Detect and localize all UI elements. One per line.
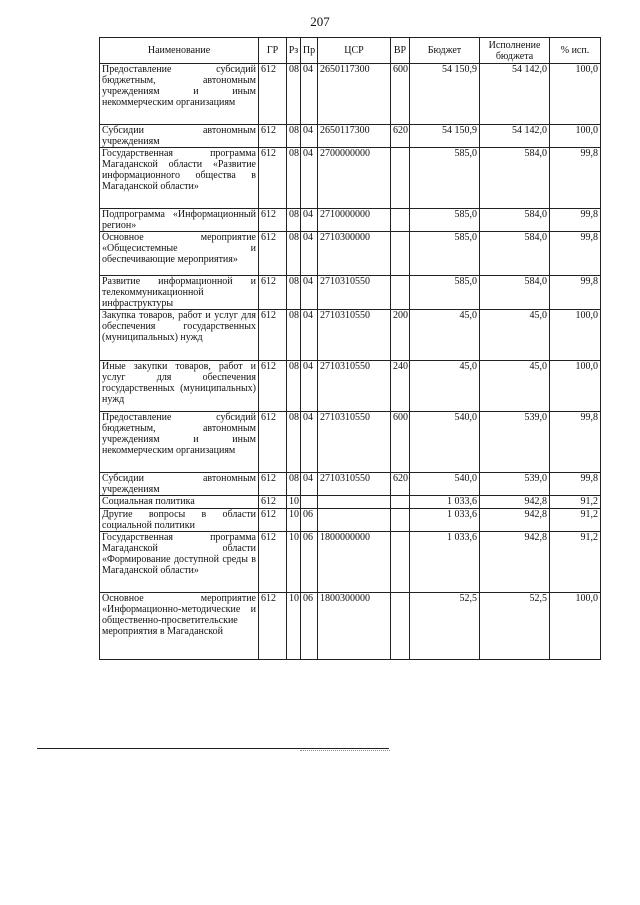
row-name: Государственная программа Магаданской области «Развитие информационного общества в Магаданской области» [100, 148, 259, 209]
row-execution: 54 142,0 [480, 125, 550, 148]
row-pct: 100,0 [550, 310, 601, 361]
row-gr: 612 [259, 310, 287, 361]
row-rz: 08 [287, 125, 301, 148]
row-vr [391, 532, 410, 593]
row-rz: 08 [287, 412, 301, 473]
table-row [100, 276, 601, 310]
row-gr: 612 [259, 276, 287, 310]
row-pct: 91,2 [550, 509, 601, 532]
row-gr: 612 [259, 496, 287, 509]
row-csr: 2710310550 [318, 276, 391, 310]
row-budget: 52,5 [410, 593, 480, 660]
table-row [100, 509, 601, 532]
row-pct: 100,0 [550, 64, 601, 125]
row-pct: 99,8 [550, 232, 601, 276]
row-rz: 08 [287, 276, 301, 310]
row-gr: 612 [259, 473, 287, 496]
header-execution: Исполнение бюджета [480, 38, 550, 64]
row-budget: 540,0 [410, 412, 480, 473]
header-gr: ГР [259, 38, 287, 64]
row-pr: 04 [301, 148, 318, 209]
header-pct: % исп. [550, 38, 601, 64]
row-csr: 2710310550 [318, 310, 391, 361]
row-pct: 100,0 [550, 361, 601, 412]
row-budget: 1 033,6 [410, 509, 480, 532]
row-gr: 612 [259, 64, 287, 125]
row-name: Развитие информационной и телекоммуникационной инфраструктуры [100, 276, 259, 310]
row-pct: 99,8 [550, 209, 601, 232]
row-pct: 99,8 [550, 473, 601, 496]
row-budget: 585,0 [410, 209, 480, 232]
row-gr: 612 [259, 125, 287, 148]
row-name: Иные закупки товаров, работ и услуг для обеспечения государственных (муниципальных) нужд [100, 361, 259, 412]
row-vr [391, 276, 410, 310]
row-budget: 585,0 [410, 148, 480, 209]
row-vr [391, 509, 410, 532]
row-execution: 45,0 [480, 310, 550, 361]
header-vr: ВР [391, 38, 410, 64]
row-name: Другие вопросы в области социальной политики [100, 509, 259, 532]
header-name: Наименование [100, 38, 259, 64]
row-pr: 04 [301, 310, 318, 361]
table-row [100, 496, 601, 509]
row-vr: 620 [391, 125, 410, 148]
row-execution: 942,8 [480, 496, 550, 509]
row-execution: 584,0 [480, 232, 550, 276]
row-vr [391, 593, 410, 660]
row-budget: 54 150,9 [410, 125, 480, 148]
row-rz: 08 [287, 310, 301, 361]
row-vr [391, 496, 410, 509]
table-row [100, 148, 601, 209]
row-vr: 200 [391, 310, 410, 361]
row-execution: 942,8 [480, 532, 550, 593]
table-row [100, 125, 601, 148]
row-gr: 612 [259, 509, 287, 532]
row-rz: 08 [287, 473, 301, 496]
page-number: 207 [310, 14, 330, 29]
row-csr: 2710310550 [318, 361, 391, 412]
row-name: Предоставление субсидий бюджетным, автономным учреждениям и иным некоммерческим организациям [100, 412, 259, 473]
row-vr: 600 [391, 64, 410, 125]
table-row [100, 593, 601, 660]
row-vr: 240 [391, 361, 410, 412]
header-budget: Бюджет [410, 38, 480, 64]
row-budget: 585,0 [410, 232, 480, 276]
row-budget: 54 150,9 [410, 64, 480, 125]
row-csr [318, 496, 391, 509]
row-rz: 10 [287, 593, 301, 660]
row-budget: 1 033,6 [410, 532, 480, 593]
row-rz: 10 [287, 509, 301, 532]
table-row [100, 209, 601, 232]
row-vr: 620 [391, 473, 410, 496]
row-name: Закупка товаров, работ и услуг для обеспечения государственных (муниципальных) нужд [100, 310, 259, 361]
row-csr: 2700000000 [318, 148, 391, 209]
row-execution: 584,0 [480, 276, 550, 310]
table-row [100, 532, 601, 593]
table-row [100, 64, 601, 125]
row-execution: 539,0 [480, 412, 550, 473]
row-pct: 99,8 [550, 148, 601, 209]
row-csr: 1800300000 [318, 593, 391, 660]
row-rz: 10 [287, 532, 301, 593]
row-execution: 52,5 [480, 593, 550, 660]
row-name: Государственная программа Магаданской области «Формирование доступной среды в Магаданской области» [100, 532, 259, 593]
row-name: Субсидии автономным учреждениям [100, 473, 259, 496]
row-pr: 04 [301, 276, 318, 310]
row-execution: 584,0 [480, 148, 550, 209]
row-rz: 10 [287, 496, 301, 509]
header-rz: Рз [287, 38, 301, 64]
row-name: Социальная политика [100, 496, 259, 509]
row-budget: 45,0 [410, 310, 480, 361]
row-pct: 91,2 [550, 532, 601, 593]
row-csr: 1800000000 [318, 532, 391, 593]
row-rz: 08 [287, 209, 301, 232]
row-csr: 2710310550 [318, 473, 391, 496]
row-gr: 612 [259, 148, 287, 209]
row-pct: 99,8 [550, 276, 601, 310]
row-name: Основное мероприятие «Общесистемные и обеспечивающие мероприятия» [100, 232, 259, 276]
row-budget: 585,0 [410, 276, 480, 310]
row-rz: 08 [287, 148, 301, 209]
row-pr [301, 496, 318, 509]
row-budget: 45,0 [410, 361, 480, 412]
row-csr: 2650117300 [318, 125, 391, 148]
row-rz: 08 [287, 64, 301, 125]
bottom-divider-line [37, 748, 389, 749]
table-row [100, 310, 601, 361]
row-execution: 45,0 [480, 361, 550, 412]
row-pct: 100,0 [550, 593, 601, 660]
row-gr: 612 [259, 532, 287, 593]
row-name: Субсидии автономным учреждениям [100, 125, 259, 148]
row-csr: 2710310550 [318, 412, 391, 473]
row-execution: 584,0 [480, 209, 550, 232]
budget-execution-table [99, 37, 601, 660]
row-pr: 06 [301, 593, 318, 660]
row-pr: 06 [301, 509, 318, 532]
row-csr: 2710300000 [318, 232, 391, 276]
row-vr: 600 [391, 412, 410, 473]
row-vr [391, 148, 410, 209]
row-rz: 08 [287, 232, 301, 276]
row-pr: 04 [301, 232, 318, 276]
row-vr [391, 232, 410, 276]
row-pct: 99,8 [550, 412, 601, 473]
row-csr: 2710000000 [318, 209, 391, 232]
row-gr: 612 [259, 232, 287, 276]
header-csr: ЦСР [318, 38, 391, 64]
row-pr: 04 [301, 412, 318, 473]
row-gr: 612 [259, 593, 287, 660]
table-row [100, 232, 601, 276]
row-execution: 539,0 [480, 473, 550, 496]
row-budget: 540,0 [410, 473, 480, 496]
row-pr: 04 [301, 64, 318, 125]
header-pr: Пр [301, 38, 318, 64]
row-pct: 100,0 [550, 125, 601, 148]
row-pr: 04 [301, 209, 318, 232]
row-name: Основное мероприятие «Информационно-методические и общественно-просветительские мероприятия в Магаданской [100, 593, 259, 660]
bottom-divider-faint [300, 750, 390, 751]
row-gr: 612 [259, 412, 287, 473]
row-gr: 612 [259, 361, 287, 412]
table-row [100, 412, 601, 473]
row-budget: 1 033,6 [410, 496, 480, 509]
row-name: Предоставление субсидий бюджетным, автономным учреждениям и иным некоммерческим организациям [100, 64, 259, 125]
table-body [100, 64, 601, 660]
row-pr: 04 [301, 473, 318, 496]
row-vr [391, 209, 410, 232]
row-pct: 91,2 [550, 496, 601, 509]
row-pr: 06 [301, 532, 318, 593]
row-csr [318, 509, 391, 532]
table-row [100, 361, 601, 412]
table-header-row [100, 38, 601, 64]
row-pr: 04 [301, 125, 318, 148]
row-csr: 2650117300 [318, 64, 391, 125]
row-name: Подпрограмма «Информационный регион» [100, 209, 259, 232]
row-pr: 04 [301, 361, 318, 412]
row-execution: 942,8 [480, 509, 550, 532]
row-gr: 612 [259, 209, 287, 232]
row-rz: 08 [287, 361, 301, 412]
row-execution: 54 142,0 [480, 64, 550, 125]
table-row [100, 473, 601, 496]
